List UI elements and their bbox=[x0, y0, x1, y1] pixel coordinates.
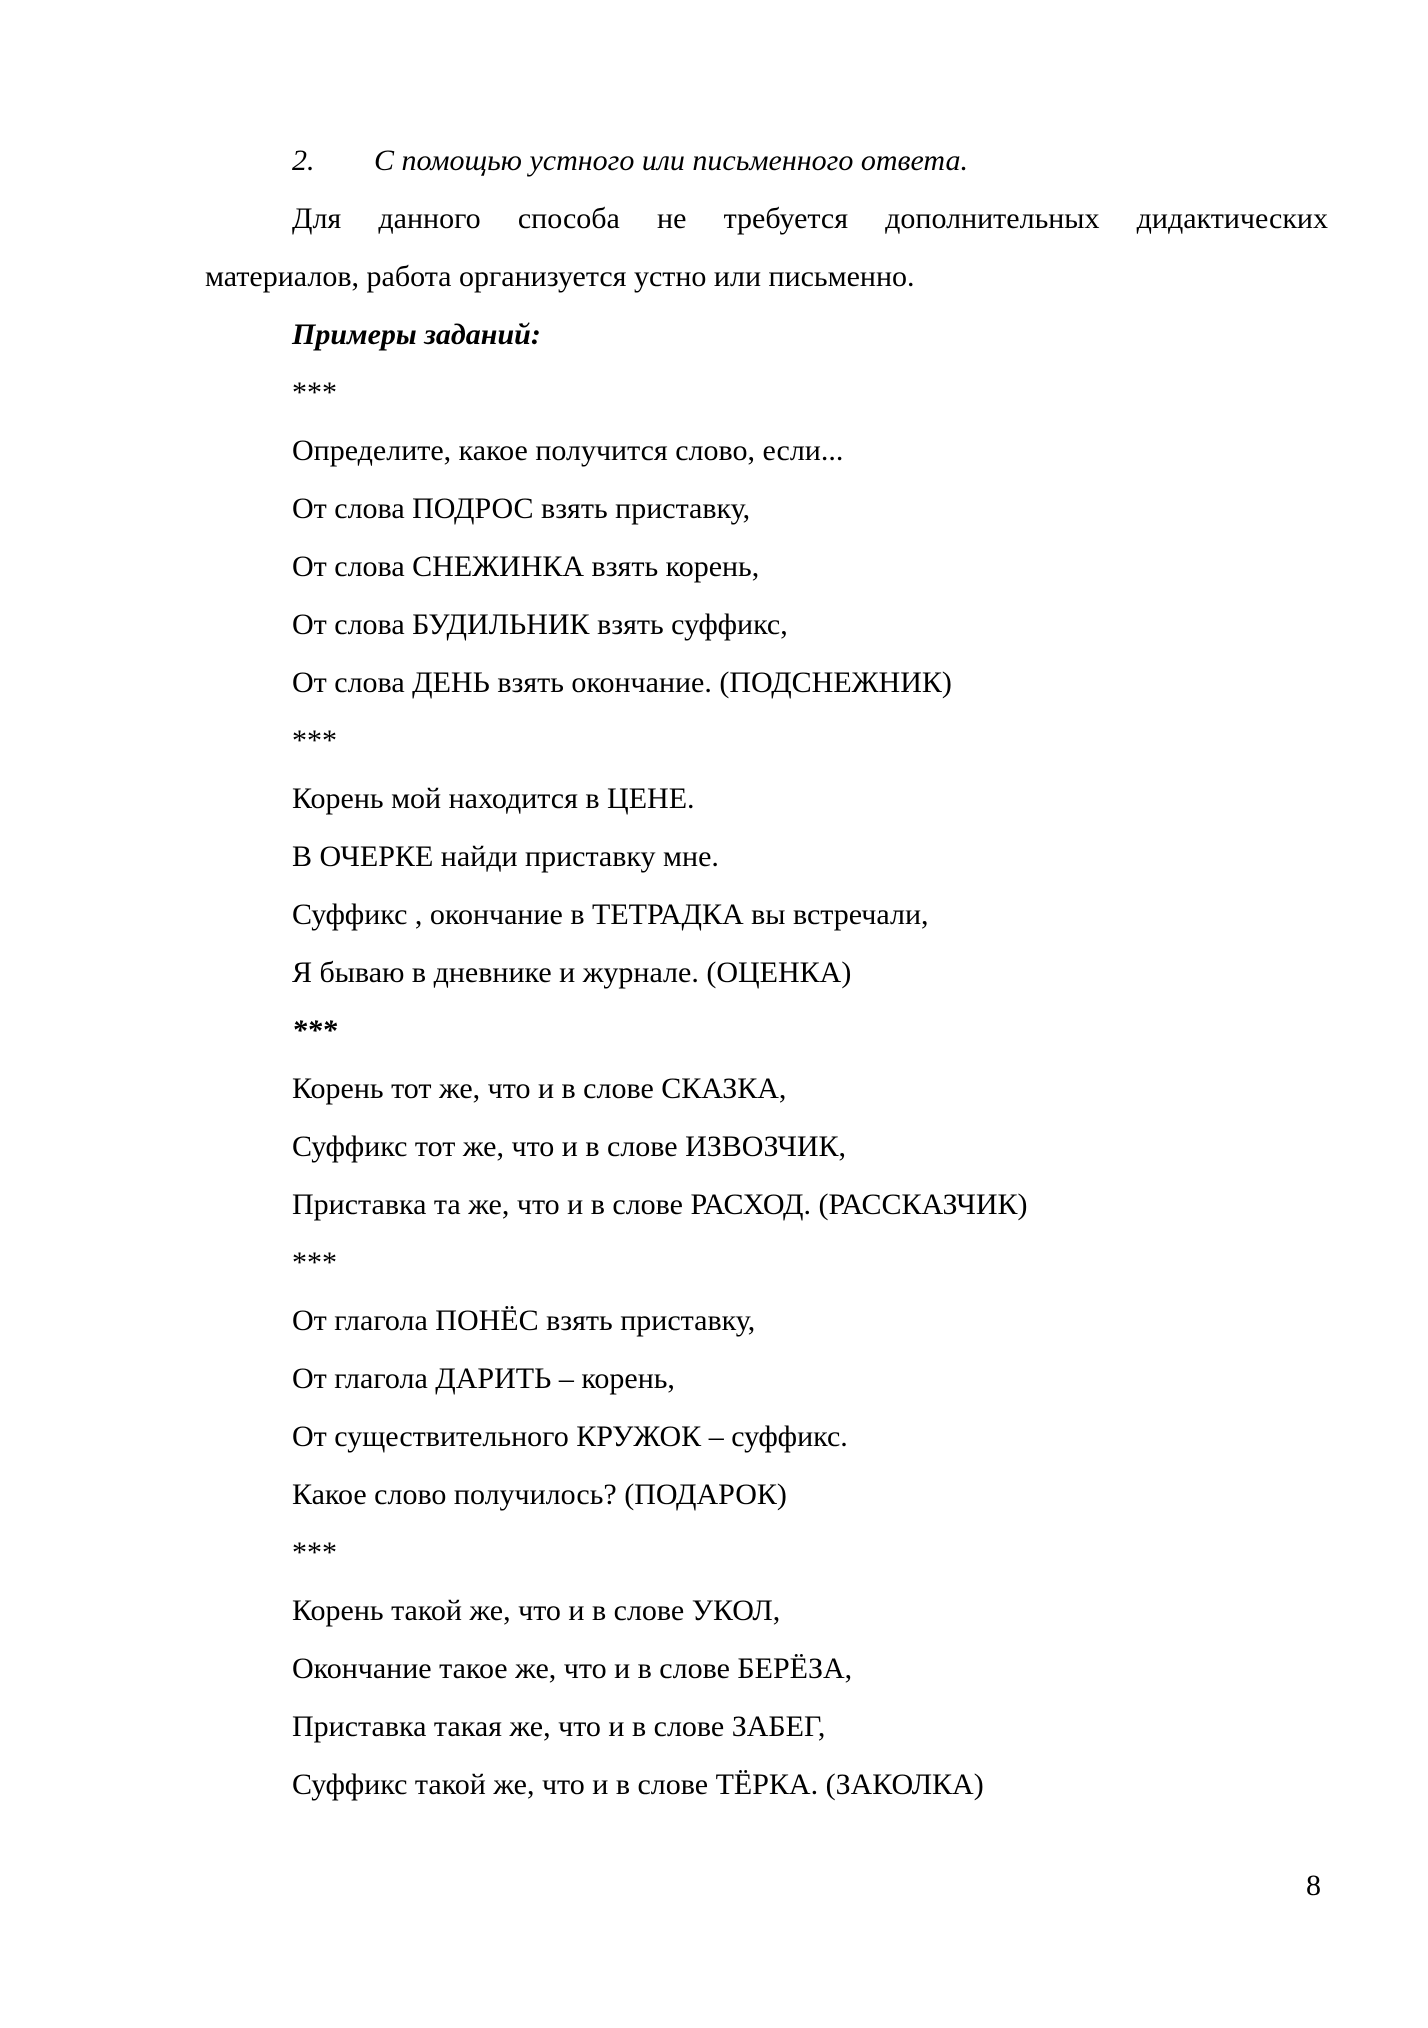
text-line: От слова БУДИЛЬНИК взять суффикс, bbox=[292, 608, 788, 641]
intro-line-2: материалов, работа организуется устно или письменно. bbox=[205, 260, 915, 293]
intro-line-1 bbox=[292, 199, 1328, 239]
text-line: Приставка такая же, что и в слове ЗАБЕГ, bbox=[292, 1710, 826, 1743]
section-number: 2. bbox=[292, 144, 315, 177]
separator: *** bbox=[292, 1014, 337, 1047]
text-line: Какое слово получилось? (ПОДАРОК) bbox=[292, 1478, 787, 1511]
text-line: Приставка та же, что и в слове РАСХОД. (РАССКАЗЧИК) bbox=[292, 1188, 1028, 1221]
intro-word: требуется bbox=[723, 202, 848, 235]
text-line: От глагола ДАРИТЬ – корень, bbox=[292, 1362, 675, 1395]
text-line: От слова ДЕНЬ взять окончание. (ПОДСНЕЖНИК) bbox=[292, 666, 952, 699]
page-number: 8 bbox=[1306, 1869, 1321, 1902]
intro-word: дидактических bbox=[1136, 202, 1328, 235]
text-line: Корень такой же, что и в слове УКОЛ, bbox=[292, 1594, 781, 1627]
text-line: Окончание такое же, что и в слове БЕРЁЗА, bbox=[292, 1652, 853, 1685]
intro-word: данного bbox=[378, 202, 481, 235]
text-line: Определите, какое получится слово, если... bbox=[292, 434, 844, 467]
text-line: От слова СНЕЖИНКА взять корень, bbox=[292, 550, 760, 583]
text-line: Корень мой находится в ЦЕНЕ. bbox=[292, 782, 695, 815]
text-line: От глагола ПОНЁС взять приставку, bbox=[292, 1304, 756, 1337]
separator: *** bbox=[292, 1536, 337, 1569]
separator: *** bbox=[292, 376, 337, 409]
examples-title: Примеры заданий: bbox=[292, 318, 541, 351]
section-heading bbox=[292, 141, 968, 181]
separator: *** bbox=[292, 1246, 337, 1279]
text-line: Суффикс такой же, что и в слове ТЁРКА. (ЗАКОЛКА) bbox=[292, 1768, 984, 1801]
text-line: Я бываю в дневнике и журнале. (ОЦЕНКА) bbox=[292, 956, 852, 989]
intro-word: Для bbox=[292, 202, 342, 235]
intro-word: дополнительных bbox=[885, 202, 1100, 235]
intro-word: способа bbox=[517, 202, 620, 235]
intro-word: не bbox=[657, 202, 687, 235]
text-line: Суффикс , окончание в ТЕТРАДКА вы встречали, bbox=[292, 898, 929, 931]
separator: *** bbox=[292, 724, 337, 757]
text-line: От слова ПОДРОС взять приставку, bbox=[292, 492, 751, 525]
text-line: Суффикс тот же, что и в слове ИЗВОЗЧИК, bbox=[292, 1130, 847, 1163]
text-line: Корень тот же, что и в слове СКАЗКА, bbox=[292, 1072, 787, 1105]
text-line: В ОЧЕРКЕ найди приставку мне. bbox=[292, 840, 719, 873]
text-line: От существительного КРУЖОК – суффикс. bbox=[292, 1420, 848, 1453]
section-heading-text: С помощью устного или письменного ответа. bbox=[374, 144, 968, 177]
